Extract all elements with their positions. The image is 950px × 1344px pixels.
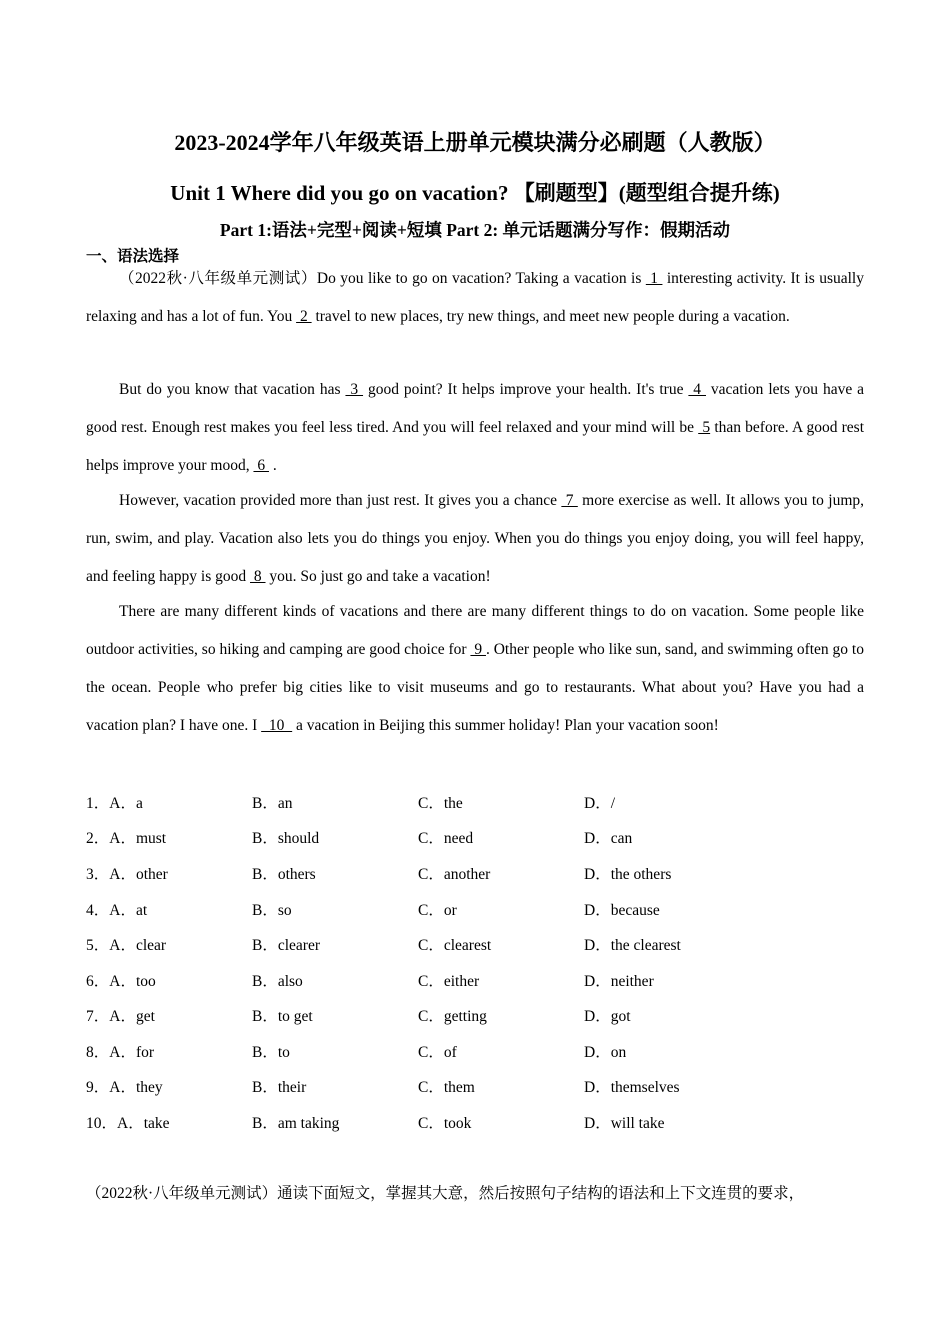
option-a: 2．A．must (86, 830, 167, 847)
question-6-options (86, 969, 866, 993)
option-a: 6．A．too (86, 973, 156, 990)
paragraph-text: vacation lets you have a good rest. Enough rest makes you feel less tired. And you will feel relaxed and your mind will be (86, 381, 865, 436)
option-a: 9．A．they (86, 1079, 163, 1096)
paragraph-text: . Other people who like sun, sand, and swimming often go to the ocean. People who prefer big cities like to visit museums and go to restaurants. What about you? Have you had a vacation plan? I have one. I (86, 641, 864, 734)
option-b: B．their (252, 1079, 307, 1096)
blank-6: 6 (253, 457, 269, 474)
paragraph-text: However, vacation provided more than just rest. It gives you a chance (119, 492, 562, 509)
option-b: B．also (252, 973, 303, 990)
paragraph-text: a vacation in Beijing this summer holiday! Plan your vacation soon! (292, 717, 719, 734)
option-a: 5．A．clear (86, 937, 167, 954)
blank-4: 4 (688, 381, 706, 398)
paragraph-text: （2022秋·八年级单元测试）Do you like to go on vacation? Taking a vacation is (119, 270, 646, 287)
blank-10: 10 (261, 717, 293, 734)
unit-subtitle: Unit 1 Where did you go on vacation? 【刷题型】(题型组合提升练) (170, 181, 780, 205)
option-c: C．clearest (418, 937, 492, 954)
blank-1: 1 (645, 270, 663, 287)
option-b: B．to get (252, 1008, 313, 1025)
paragraph-text: But do you know that vacation has (119, 381, 346, 398)
option-d: D．/ (584, 795, 616, 812)
question-2-options (86, 826, 866, 850)
passage-paragraph-3 (86, 482, 864, 596)
option-d: D．on (584, 1044, 627, 1061)
passage-paragraph-2 (86, 371, 864, 485)
blank-9: 9 (470, 641, 486, 658)
question-7-options (86, 1004, 866, 1028)
question-10-options (86, 1111, 866, 1135)
option-a: 8．A．for (86, 1044, 155, 1061)
option-c: C．or (418, 902, 457, 919)
option-d: D．got (584, 1008, 631, 1025)
option-a: 1．A．a (86, 795, 143, 812)
section-2-intro: （2022秋·八年级单元测试）通读下面短文，掌握其大意，然后按照句子结构的语法和上下文连贯的要求， (86, 1185, 805, 1202)
option-c: C．of (418, 1044, 457, 1061)
paragraph-text: than before. A good rest helps improve your mood, (86, 419, 865, 474)
option-b: B．should (252, 830, 320, 847)
option-c: C．need (418, 830, 474, 847)
option-d: D．themselves (584, 1079, 680, 1096)
paragraph-text: travel to new places, try new things, and meet new people during a vacation. (311, 308, 790, 325)
option-b: B．to (252, 1044, 290, 1061)
question-4-options (86, 898, 866, 922)
option-b: B．so (252, 902, 292, 919)
question-8-options (86, 1040, 866, 1064)
document-title: 2023-2024学年八年级英语上册单元模块满分必刷题（人教版） (174, 130, 776, 155)
option-c: C．either (418, 973, 480, 990)
option-d: D．the clearest (584, 937, 681, 954)
question-3-options (86, 862, 866, 886)
option-d: D．will take (584, 1115, 665, 1132)
option-d: D．neither (584, 973, 654, 990)
passage-paragraph-1 (86, 260, 864, 336)
option-d: D．the others (584, 866, 672, 883)
question-5-options (86, 933, 866, 957)
paragraph-text: good point? It helps improve your health. It's true (363, 381, 689, 398)
section-heading-grammar: 一、语法选择 (86, 248, 180, 265)
passage-paragraph-4 (86, 593, 864, 745)
question-9-options (86, 1075, 866, 1099)
blank-8: 8 (250, 568, 266, 585)
blank-7: 7 (561, 492, 578, 509)
parts-line: Part 1:语法+完型+阅读+短填 Part 2: 单元话题满分写作：假期活动 (219, 220, 731, 240)
paragraph-text: There are many different kinds of vacations and there are many different things to do on vacation. Some people like outdoor activities, so hiking and camping are good choice for (86, 603, 864, 658)
paragraph-text: . (268, 457, 277, 474)
option-a: 10．A．take (86, 1115, 170, 1132)
option-c: C．the (418, 795, 463, 812)
option-a: 4．A．at (86, 902, 148, 919)
option-d: D．because (584, 902, 660, 919)
option-c: C．getting (418, 1008, 487, 1025)
option-b: B．clearer (252, 937, 320, 954)
paragraph-text: you. So just go and take a vacation! (265, 568, 491, 585)
option-d: D．can (584, 830, 633, 847)
blank-5: 5 (698, 419, 711, 436)
option-b: B．am taking (252, 1115, 340, 1132)
paragraph-text: more exercise as well. It allows you to jump, run, swim, and play. Vacation also lets you do things you enjoy. When you do things you enjoy doing, you will feel happy, and feeling happy is good (86, 492, 865, 585)
paragraph-text: interesting activity. It is usually relaxing and has a lot of fun. You (86, 270, 864, 325)
option-c: C．another (418, 866, 491, 883)
option-c: C．took (418, 1115, 472, 1132)
option-b: B．others (252, 866, 316, 883)
blank-3: 3 (345, 381, 364, 398)
blank-2: 2 (296, 308, 312, 325)
option-b: B．an (252, 795, 293, 812)
question-1-options (86, 791, 866, 815)
option-a: 3．A．other (86, 866, 168, 883)
option-a: 7．A．get (86, 1008, 155, 1025)
option-c: C．them (418, 1079, 475, 1096)
